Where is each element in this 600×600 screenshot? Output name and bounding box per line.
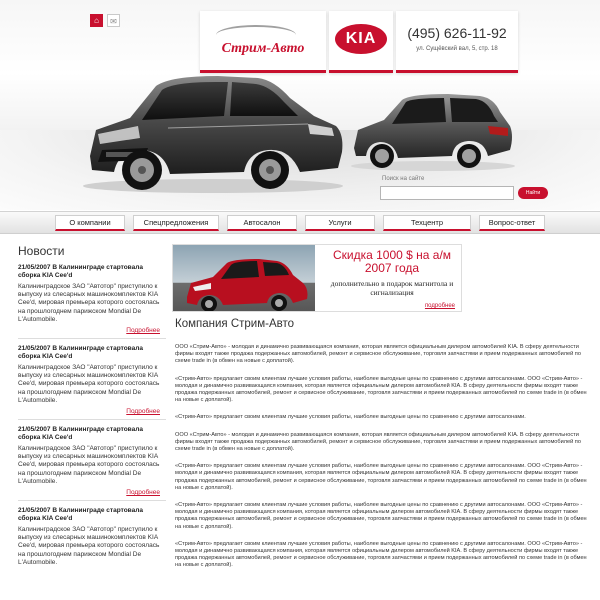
news-headline[interactable]: 21/05/2007 В Калининграде стартовала сборка KIA Cee'd: [18, 426, 143, 442]
news-more-link[interactable]: Подробнее: [126, 489, 160, 497]
content-paragraph: «Стрим-Авто» предлагает своим клиентам лучшие условия работы, наиболее выгодные цены по сравнению с другими автосалонами. ООО «Стрим-Авто» - молодая и динамично развивающаяся компания, которая является официальным дилером автомобилей KIA. В сферу деятельности фирмы входят также продажа подержанных автомобилей, ремонт и сервисное обслуживание, торговля запчастями и прием подержанных автомобилей по схеме trade in (в обмен на новые с доплатой).: [175, 540, 587, 569]
address: ул. Сущёвский вал, 5, стр. 18: [416, 46, 498, 52]
main-nav: [0, 211, 600, 234]
nav-item-showroom[interactable]: Автосалон: [227, 215, 297, 231]
promo-subtitle: дополнительно в подарок магнитола и сигнализация: [330, 279, 454, 297]
news-divider: [18, 338, 166, 339]
news-item: [18, 345, 160, 415]
news-divider: [18, 419, 166, 420]
news-more-link[interactable]: Подробнее: [126, 327, 160, 335]
contact-box: [396, 11, 518, 73]
phone-number: (495) 626-11-92: [407, 25, 507, 41]
search-button[interactable]: Найти: [518, 187, 548, 199]
promo-car-image: [173, 245, 315, 312]
home-icon[interactable]: ⌂: [90, 14, 103, 27]
nav-item-faq[interactable]: Вопрос-ответ: [479, 215, 545, 231]
news-item: [18, 264, 160, 334]
news-heading: Новости: [18, 244, 65, 258]
news-more-link[interactable]: Подробнее: [126, 408, 160, 416]
content-paragraph: «Стрим-Авто» предлагает своим клиентам лучшие условия работы, наиболее выгодные цены по сравнению с другими автосалонами.: [175, 414, 526, 421]
content-paragraph: ООО «Стрим-Авто» - молодая и динамично развивающаяся компания, которая является официальным дилером автомобилей KIA. В сферу деятельности фирмы входят также продажа подержанных автомобилей, ремонт и сервисное обслуживание, торговля запчастями и прием подержанных автомобилей по схеме trade in (в обмен на новые с доплатой).: [175, 431, 581, 453]
top-icons: [90, 14, 120, 27]
content-paragraph: «Стрим-Авто» предлагает своим клиентам лучшие условия работы, наиболее выгодные цены по сравнению с другими автосалонами. ООО «Стрим-Авто» - молодая и динамично развивающаяся компания, которая является официальным дилером автомобилей KIA. В сферу деятельности фирмы входят также продажа подержанных автомобилей, ремонт и сервисное обслуживание, торговля запчастями и прием подержанных автомобилей по схеме trade in (в обмен на новые с доплатой).: [175, 502, 587, 530]
logo-text: Стрим-Авто: [221, 41, 305, 56]
promo-photo: [173, 245, 315, 312]
site-header: [0, 0, 600, 210]
news-headline[interactable]: 21/05/2007 В Калининграде стартовала сборка KIA Cee'd: [18, 507, 143, 523]
news-headline[interactable]: 21/05/2007 В Калининграде стартовала сборка KIA Cee'd: [18, 264, 143, 279]
promo-more-link[interactable]: подробнее: [424, 303, 455, 309]
nav-item-about[interactable]: О компании: [55, 215, 125, 231]
content-paragraph: «Стрим-Авто» предлагает своим клиентам лучшие условия работы, наиболее выгодные цены по сравнению с другими автосалонами. ООО «Стрим-Авто» - молодая и динамично развивающаяся компания, которая является официальным дилером автомобилей KIA. В сферу деятельности фирмы входят также продажа подержанных автомобилей, ремонт и сервисное обслуживание, торговля запчастями и прием подержанных автомобилей по схеме trade in (в обмен на новые с доплатой).: [175, 375, 587, 404]
news-body: Калининградское ЗАО "Автотор" приступило к выпуску из слесарных машинокомплектов KIA Cee'd, мировая премьера которого состоялась на прошлогоднем парижском Mondial De L'Automobile.: [18, 283, 160, 323]
news-body: Калининградское ЗАО "Автотор" приступило к выпуску из слесарных машинокомплектов KIA Cee'd, мировая премьера которого состоялась на прошлогоднем парижском Mondial De L'Automobile.: [18, 445, 160, 485]
news-column: [18, 244, 166, 567]
search-label: Поиск на сайте: [382, 176, 425, 182]
nav-item-services[interactable]: Услуги: [305, 215, 375, 231]
news-divider: [18, 500, 166, 501]
site-search: [380, 176, 548, 203]
nav-item-techcenter[interactable]: Техцентр: [383, 215, 471, 231]
news-body: Калининградское ЗАО "Автотор" приступило к выпуску из слесарных машинокомплектов KIA Cee'd, мировая премьера которого состоялась на прошлогоднем парижском Mondial De L'Automobile.: [18, 526, 160, 566]
company-description: [175, 344, 587, 600]
search-input[interactable]: [380, 186, 514, 200]
kia-logo: KIA: [335, 24, 387, 54]
news-item: [18, 426, 160, 496]
nav-item-specials[interactable]: Спецпредложения: [133, 215, 219, 231]
car-photo-secondary: [348, 86, 518, 172]
car-photo-main: [78, 64, 348, 194]
content-paragraph: ООО «Стрим-Авто» - молодая и динамично развивающаяся компания, которая является официальным дилером автомобилей KIA. В сферу деятельности фирмы входят также продажа подержанных автомобилей, ремонт и сервисное обслуживание, торговля запчастями и прием подержанных автомобилей по схеме trade in (в обмен на новые с доплатой).: [175, 344, 581, 365]
news-headline[interactable]: 21/05/2007 В Калининграде стартовала сборка KIA Cee'd: [18, 345, 143, 361]
content-paragraph: «Стрим-Авто» предлагает своим клиентам лучшие условия работы, наиболее выгодные цены по сравнению с другими автосалонами. ООО «Стрим-Авто» - молодая и динамично развивающаяся компания, которая является официальным дилером автомобилей KIA. В сферу деятельности фирмы входят также продажа подержанных автомобилей, ремонт и сервисное обслуживание, торговля запчастями и прием подержанных автомобилей по схеме trade in (в обмен на новые с доплатой).: [175, 463, 587, 491]
promo-title: Скидка 1000 $ на а/м 2007 года: [332, 248, 452, 275]
news-body: Калининградское ЗАО "Автотор" приступило к выпуску из слесарных машинокомплектов KIA Cee'd, мировая премьера которого состоялась на прошлогоднем парижском Mondial De L'Automobile.: [18, 364, 160, 404]
news-item: [18, 507, 160, 567]
promo-banner[interactable]: [172, 244, 462, 312]
mail-icon[interactable]: ✉: [107, 14, 120, 27]
page-title: Компания Стрим-Авто: [175, 318, 295, 330]
